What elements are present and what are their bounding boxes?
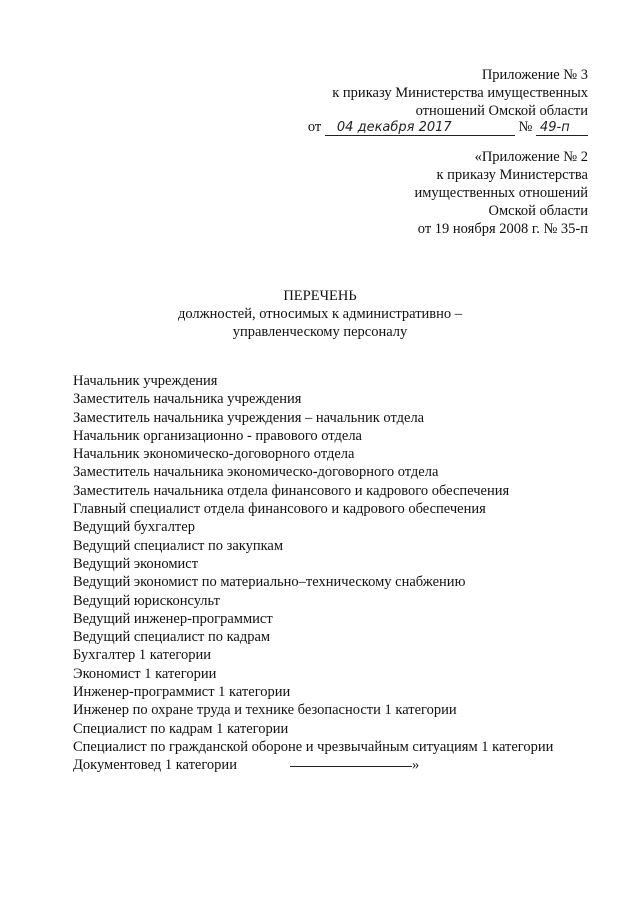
list-item: Бухгалтер 1 категории	[73, 647, 211, 664]
list-item: Документовед 1 категории	[73, 757, 237, 774]
appendix-3-label: Приложение № 3	[481, 67, 588, 83]
appendix-2-order-line: к приказу Министерства	[436, 167, 588, 183]
document-subtitle-line1: должностей, относимых к административно –	[177, 306, 463, 322]
positions-list	[73, 372, 553, 775]
closing-quote: »	[412, 757, 420, 773]
closing-underline	[290, 766, 412, 767]
list-item: Специалист по гражданской обороне и чрезвычайным ситуациям 1 категории	[73, 738, 554, 755]
list-item: Ведущий специалист по кадрам	[73, 629, 271, 646]
list-item: Начальник организационно - правового отдела	[73, 427, 362, 444]
order-region-line: отношений Омской области	[415, 103, 588, 119]
list-item: Заместитель начальника отдела финансового и кадрового обеспечения	[73, 482, 510, 499]
list-item: Заместитель начальника учреждения – начальник отдела	[73, 409, 425, 426]
list-item: Начальник учреждения	[73, 373, 218, 389]
handwritten-date: 04 декабря 2017	[336, 120, 452, 135]
appendix-2-ministry-line: имущественных отношений	[414, 185, 588, 201]
appendix-2-region-line: Омской области	[488, 203, 588, 219]
closing-line	[290, 757, 419, 774]
appendix-2-label: «Приложение № 2	[474, 149, 588, 165]
order-date-number-line	[308, 118, 588, 136]
list-item: Инженер-программист 1 категории	[73, 684, 291, 701]
list-item: Инженер по охране труда и технике безопасности 1 категории	[73, 702, 457, 719]
appendix-2-date-line: от 19 ноября 2008 г. № 35-п	[417, 221, 588, 237]
order-ministry-line: к приказу Министерства имущественных	[332, 85, 588, 101]
list-item: Главный специалист отдела финансового и кадрового обеспечения	[73, 501, 486, 518]
number-label: №	[518, 119, 533, 135]
list-item: Заместитель начальника экономическо-договорного отдела	[73, 464, 439, 481]
list-item: Ведущий инженер-программист	[73, 610, 273, 627]
list-item: Ведущий бухгалтер	[73, 519, 195, 536]
list-item: Заместитель начальника учреждения	[73, 391, 302, 408]
date-field	[325, 120, 515, 136]
list-item: Ведущий специалист по закупкам	[73, 537, 284, 554]
list-item: Начальник экономическо-договорного отдела	[73, 446, 355, 463]
from-label: от	[307, 119, 322, 135]
list-item: Ведущий юрисконсульт	[73, 592, 220, 609]
list-item: Ведущий экономист	[73, 555, 199, 572]
list-item: Ведущий экономист по материально–техническому снабжению	[73, 574, 466, 591]
number-field	[536, 120, 588, 136]
document-title: ПЕРЕЧЕНЬ	[283, 288, 357, 304]
document-subtitle-line2: управленческому персоналу	[232, 324, 408, 340]
list-item: Экономист 1 категории	[73, 665, 217, 682]
list-item: Специалист по кадрам 1 категории	[73, 720, 289, 737]
handwritten-number: 49-п	[540, 120, 570, 135]
